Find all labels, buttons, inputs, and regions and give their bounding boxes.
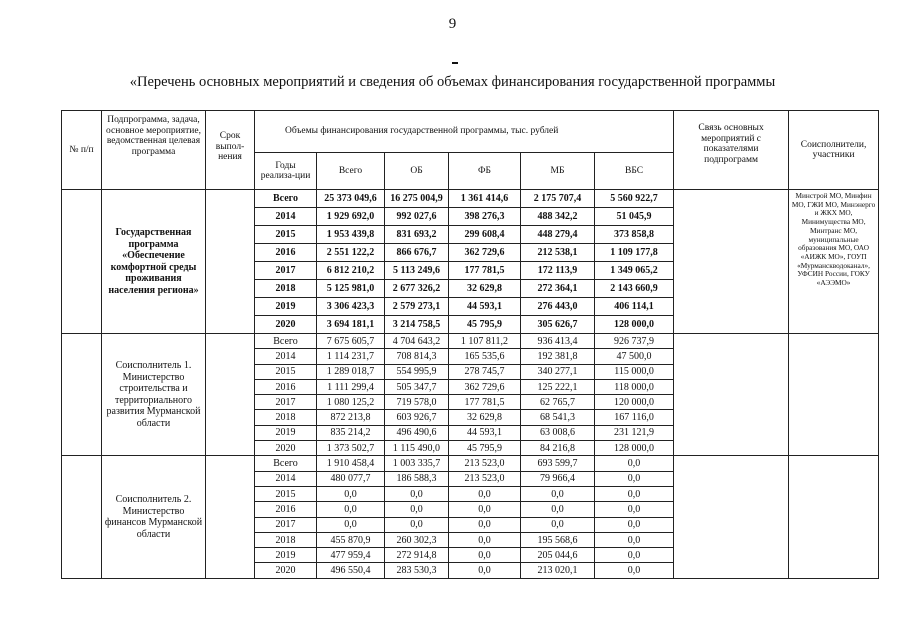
year-cell: 2017: [255, 395, 317, 410]
year-cell: Всего: [255, 190, 317, 208]
value-total: 1 953 439,8: [317, 226, 385, 244]
header-fb: ФБ: [449, 153, 521, 190]
value-total: 3 306 423,3: [317, 298, 385, 316]
value-total: 3 694 181,1: [317, 316, 385, 334]
year-cell: 2016: [255, 244, 317, 262]
value-total: 455 870,9: [317, 532, 385, 547]
link-cell: [674, 190, 789, 334]
value-fb: 32 629,8: [449, 280, 521, 298]
value-vbs: 1 109 177,8: [595, 244, 674, 262]
year-cell: 2014: [255, 471, 317, 486]
value-mb: 0,0: [521, 486, 595, 501]
value-mb: 488 342,2: [521, 208, 595, 226]
header-term: Срок выпол-нения: [206, 111, 255, 190]
block-coexecutor-1: [62, 334, 879, 456]
value-fb: 278 745,7: [449, 364, 521, 379]
value-fb: 0,0: [449, 548, 521, 563]
value-mb: 340 277,1: [521, 364, 595, 379]
year-cell: 2015: [255, 226, 317, 244]
value-mb: 936 413,4: [521, 334, 595, 349]
value-total: 1 289 018,7: [317, 364, 385, 379]
value-vbs: 120 000,0: [595, 395, 674, 410]
value-mb: 84 216,8: [521, 441, 595, 456]
value-ob: 272 914,8: [385, 548, 449, 563]
value-mb: 2 175 707,4: [521, 190, 595, 208]
value-mb: 192 381,8: [521, 349, 595, 364]
header-mb: МБ: [521, 153, 595, 190]
value-ob: 16 275 004,9: [385, 190, 449, 208]
value-fb: 1 361 414,6: [449, 190, 521, 208]
value-ob: 505 347,7: [385, 379, 449, 394]
link-cell: [674, 334, 789, 456]
link-cell: [674, 456, 789, 578]
value-mb: 205 044,6: [521, 548, 595, 563]
value-fb: 1 107 811,2: [449, 334, 521, 349]
term-cell: [206, 190, 255, 334]
value-total: 25 373 049,6: [317, 190, 385, 208]
year-cell: 2018: [255, 532, 317, 547]
value-vbs: 51 045,9: [595, 208, 674, 226]
header-ob: ОБ: [385, 153, 449, 190]
header-link: Связь основных мероприятий с показателями подпрограмм: [674, 111, 789, 190]
year-cell: 2019: [255, 548, 317, 563]
table-row: [62, 334, 879, 349]
block-state-program: [62, 190, 879, 334]
year-cell: 2015: [255, 486, 317, 501]
value-total: 480 077,7: [317, 471, 385, 486]
value-total: 1 929 692,0: [317, 208, 385, 226]
row-number: [62, 190, 102, 334]
value-total: 0,0: [317, 517, 385, 532]
value-fb: 44 593,1: [449, 425, 521, 440]
value-fb: 213 523,0: [449, 471, 521, 486]
value-vbs: 2 143 660,9: [595, 280, 674, 298]
value-mb: 63 008,6: [521, 425, 595, 440]
value-total: 496 550,4: [317, 563, 385, 578]
value-mb: 125 222,1: [521, 379, 595, 394]
table-row: [62, 190, 879, 208]
value-ob: 603 926,7: [385, 410, 449, 425]
value-mb: 0,0: [521, 502, 595, 517]
header-vbs: ВБС: [595, 153, 674, 190]
value-mb: 448 279,4: [521, 226, 595, 244]
value-fb: 0,0: [449, 532, 521, 547]
year-cell: 2014: [255, 349, 317, 364]
value-total: 1 080 125,2: [317, 395, 385, 410]
value-vbs: 0,0: [595, 517, 674, 532]
year-cell: 2020: [255, 441, 317, 456]
value-mb: 305 626,7: [521, 316, 595, 334]
year-cell: Всего: [255, 456, 317, 471]
value-vbs: 0,0: [595, 456, 674, 471]
value-vbs: 115 000,0: [595, 364, 674, 379]
header-num: № п/п: [62, 111, 102, 190]
value-fb: 45 795,9: [449, 441, 521, 456]
value-fb: 32 629,8: [449, 410, 521, 425]
value-fb: 177 781,5: [449, 395, 521, 410]
value-ob: 831 693,2: [385, 226, 449, 244]
value-ob: 260 302,3: [385, 532, 449, 547]
participants-cell: [789, 334, 879, 456]
value-fb: 165 535,6: [449, 349, 521, 364]
header-coexec: Соисполнители, участники: [789, 111, 879, 190]
participants-cell: [789, 456, 879, 578]
row-number: [62, 456, 102, 578]
value-total: 1 114 231,7: [317, 349, 385, 364]
value-ob: 2 579 273,1: [385, 298, 449, 316]
term-cell: [206, 456, 255, 578]
page-number: 9: [448, 16, 457, 32]
value-vbs: 0,0: [595, 532, 674, 547]
value-total: 1 910 458,4: [317, 456, 385, 471]
financing-table: [61, 110, 879, 579]
value-total: 477 959,4: [317, 548, 385, 563]
value-vbs: 5 560 922,7: [595, 190, 674, 208]
header-volumes: Объемы финансирования государственной программы, тыс. рублей: [255, 111, 674, 153]
value-ob: 0,0: [385, 517, 449, 532]
value-total: 1 373 502,7: [317, 441, 385, 456]
header-subprogram: Подпрограмма, задача, основное мероприятие, ведомственная целевая программа: [102, 111, 206, 190]
value-ob: 866 676,7: [385, 244, 449, 262]
value-fb: 177 781,5: [449, 262, 521, 280]
value-vbs: 0,0: [595, 548, 674, 563]
value-mb: 68 541,3: [521, 410, 595, 425]
value-ob: 992 027,6: [385, 208, 449, 226]
participants-cell: Минстрой МО, Минфин МО, ГЖИ МО, Минэнерго и ЖКХ МО, Минимущества МО, Минтранс МО, муниципальные образования МО, ОАО «АИЖК МО», ГОУП «Мурманскводоканал», УФСИН России, ГОКУ «АЭЭМО»: [789, 190, 879, 334]
value-fb: 362 729,6: [449, 379, 521, 394]
value-ob: 4 704 643,2: [385, 334, 449, 349]
year-cell: 2017: [255, 262, 317, 280]
value-ob: 186 588,3: [385, 471, 449, 486]
value-ob: 0,0: [385, 486, 449, 501]
value-vbs: 1 349 065,2: [595, 262, 674, 280]
value-total: 0,0: [317, 502, 385, 517]
value-ob: 283 530,3: [385, 563, 449, 578]
value-vbs: 0,0: [595, 563, 674, 578]
value-fb: 0,0: [449, 486, 521, 501]
year-cell: 2019: [255, 425, 317, 440]
value-fb: 45 795,9: [449, 316, 521, 334]
year-cell: 2020: [255, 316, 317, 334]
header-years: Годы реализа-ции: [255, 153, 317, 190]
value-fb: 362 729,6: [449, 244, 521, 262]
row-number: [62, 334, 102, 456]
value-ob: 1 003 335,7: [385, 456, 449, 471]
value-total: 5 125 981,0: [317, 280, 385, 298]
subprogram-name: Соисполнитель 2. Министерство финансов Мурманской области: [102, 456, 206, 578]
value-vbs: 118 000,0: [595, 379, 674, 394]
document-title: «Перечень основных мероприятий и сведения об объемах финансирования государственной программы: [129, 74, 776, 90]
value-mb: 79 966,4: [521, 471, 595, 486]
year-cell: 2020: [255, 563, 317, 578]
value-ob: 496 490,6: [385, 425, 449, 440]
value-ob: 554 995,9: [385, 364, 449, 379]
value-ob: 1 115 490,0: [385, 441, 449, 456]
value-vbs: 373 858,8: [595, 226, 674, 244]
value-mb: 276 443,0: [521, 298, 595, 316]
block-coexecutor-2: [62, 456, 879, 578]
value-fb: 0,0: [449, 517, 521, 532]
value-fb: 213 523,0: [449, 456, 521, 471]
value-mb: 0,0: [521, 517, 595, 532]
term-cell: [206, 334, 255, 456]
value-vbs: 926 737,9: [595, 334, 674, 349]
value-vbs: 128 000,0: [595, 441, 674, 456]
year-cell: 2016: [255, 379, 317, 394]
year-cell: 2019: [255, 298, 317, 316]
value-vbs: 47 500,0: [595, 349, 674, 364]
value-mb: 195 568,6: [521, 532, 595, 547]
value-total: 872 213,8: [317, 410, 385, 425]
value-mb: 62 765,7: [521, 395, 595, 410]
value-ob: 719 578,0: [385, 395, 449, 410]
subprogram-name: Соисполнитель 1. Министерство строительства и территориального развития Мурманской области: [102, 334, 206, 456]
value-vbs: 0,0: [595, 471, 674, 486]
value-mb: 212 538,1: [521, 244, 595, 262]
value-vbs: 128 000,0: [595, 316, 674, 334]
value-mb: 272 364,1: [521, 280, 595, 298]
value-ob: 3 214 758,5: [385, 316, 449, 334]
year-cell: 2014: [255, 208, 317, 226]
value-total: 7 675 605,7: [317, 334, 385, 349]
value-total: 0,0: [317, 486, 385, 501]
header-total: Всего: [317, 153, 385, 190]
table-row: [62, 456, 879, 471]
value-ob: 708 814,3: [385, 349, 449, 364]
value-fb: 0,0: [449, 563, 521, 578]
dash-mark: [452, 62, 458, 64]
value-total: 1 111 299,4: [317, 379, 385, 394]
year-cell: 2015: [255, 364, 317, 379]
value-total: 2 551 122,2: [317, 244, 385, 262]
value-ob: 2 677 326,2: [385, 280, 449, 298]
value-total: 835 214,2: [317, 425, 385, 440]
value-fb: 44 593,1: [449, 298, 521, 316]
value-mb: 172 113,9: [521, 262, 595, 280]
value-fb: 299 608,4: [449, 226, 521, 244]
year-cell: 2018: [255, 410, 317, 425]
value-fb: 398 276,3: [449, 208, 521, 226]
year-cell: 2018: [255, 280, 317, 298]
year-cell: 2017: [255, 517, 317, 532]
value-vbs: 406 114,1: [595, 298, 674, 316]
value-mb: 213 020,1: [521, 563, 595, 578]
value-ob: 0,0: [385, 502, 449, 517]
value-fb: 0,0: [449, 502, 521, 517]
value-vbs: 0,0: [595, 486, 674, 501]
value-ob: 5 113 249,6: [385, 262, 449, 280]
year-cell: Всего: [255, 334, 317, 349]
value-mb: 693 599,7: [521, 456, 595, 471]
value-vbs: 0,0: [595, 502, 674, 517]
value-total: 6 812 210,2: [317, 262, 385, 280]
subprogram-name: Государственная программа «Обеспечение комфортной среды проживания населения региона»: [102, 190, 206, 334]
value-vbs: 167 116,0: [595, 410, 674, 425]
value-vbs: 231 121,9: [595, 425, 674, 440]
year-cell: 2016: [255, 502, 317, 517]
